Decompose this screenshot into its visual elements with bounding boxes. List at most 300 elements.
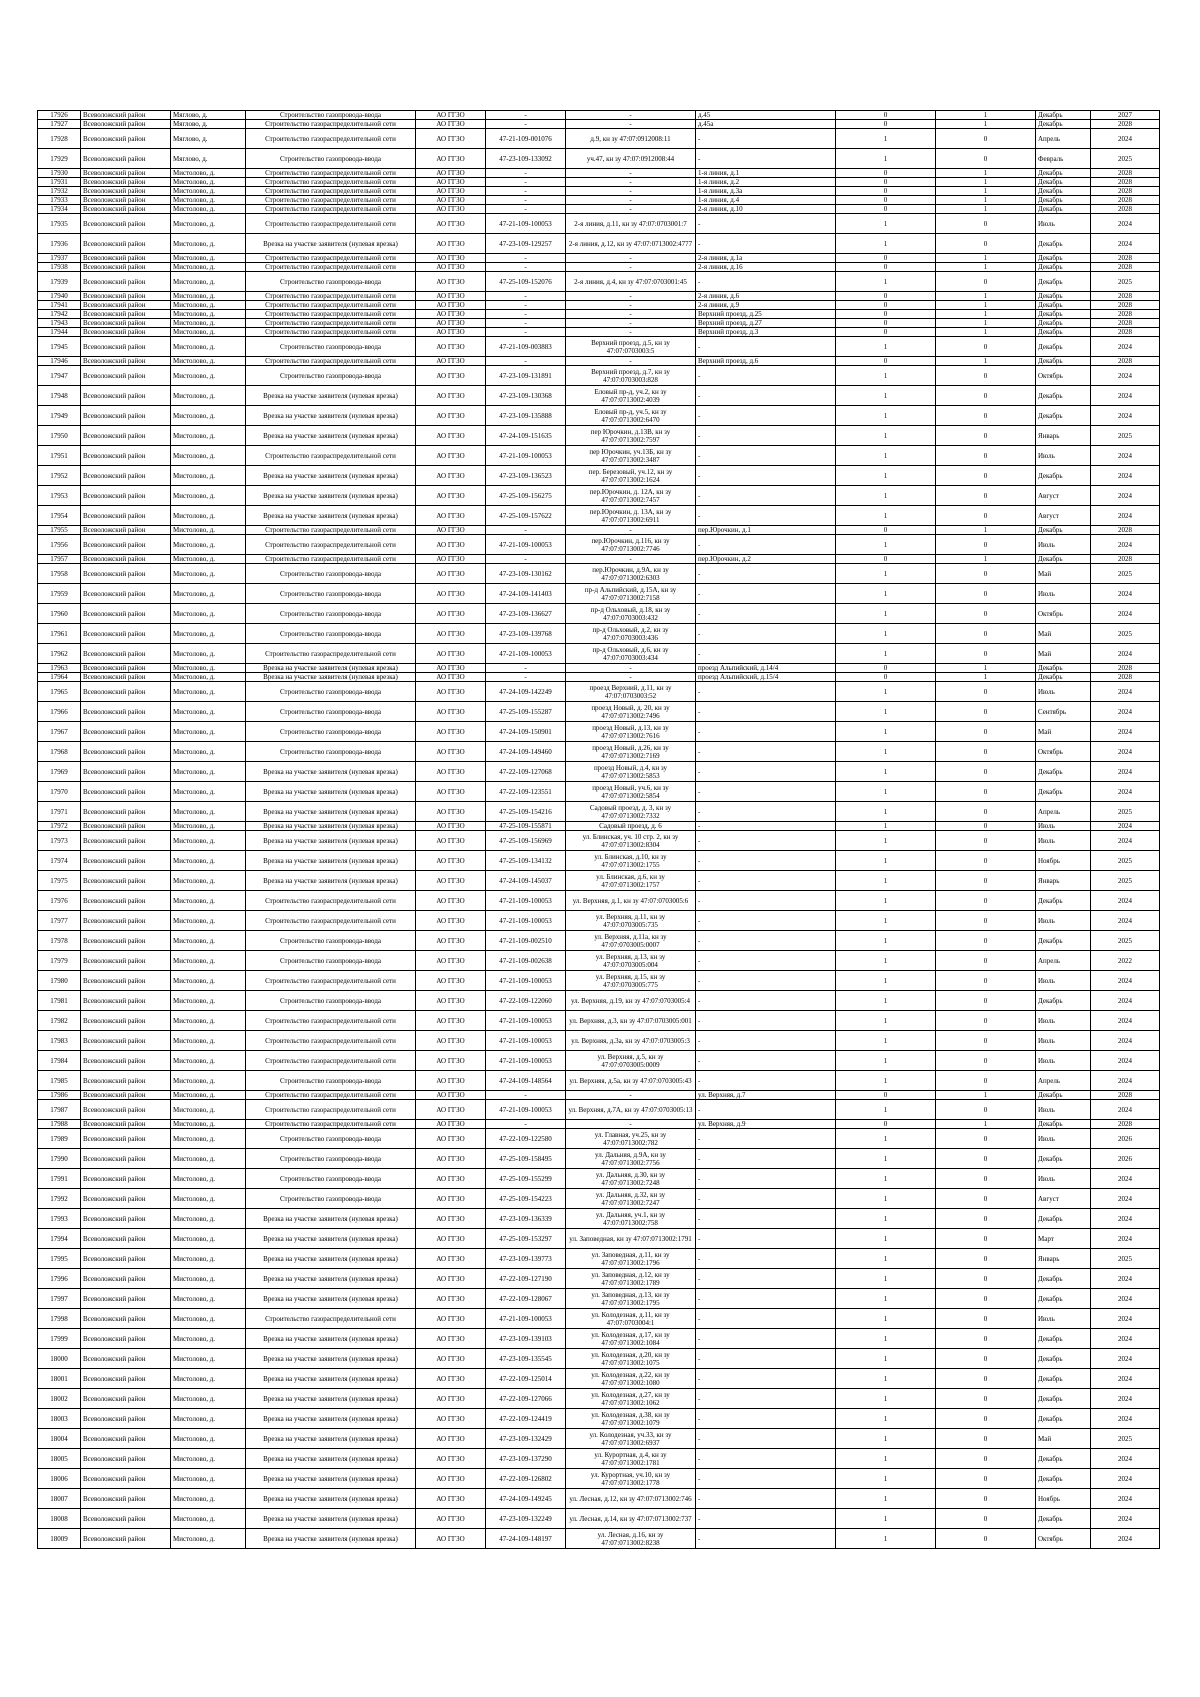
cell-address-planned: - bbox=[696, 951, 836, 971]
cell-address-cadastral: ул. Курортная, уч.10, кн зу 47:07:0713002:1778 bbox=[566, 1469, 696, 1489]
cell-settlement: Мистолово, д. bbox=[171, 466, 246, 486]
cell-request-number: 47-21-109-100053 bbox=[486, 1031, 566, 1051]
cell-row-number: 17981 bbox=[38, 991, 81, 1011]
table-row bbox=[38, 1249, 1160, 1269]
cell-settlement: Мистолово, д. bbox=[171, 337, 246, 357]
cell-address-planned: - bbox=[696, 426, 836, 446]
cell-month: Май bbox=[1036, 644, 1091, 664]
table-row bbox=[38, 178, 1160, 187]
cell-address-cadastral: проезд Новый, д.13, кн зу 47:07:0713002:7616 bbox=[566, 722, 696, 742]
cell-district: Всеволожский район bbox=[81, 1129, 171, 1149]
cell-year: 2028 bbox=[1091, 673, 1160, 682]
cell-count-planned: 0 bbox=[936, 129, 1036, 149]
cell-address-planned: ул. Верхняя, д.9 bbox=[696, 1120, 836, 1129]
cell-year: 2024 bbox=[1091, 1269, 1160, 1289]
cell-count-existing: 1 bbox=[836, 1189, 936, 1209]
cell-settlement: Мяглово, д. bbox=[171, 129, 246, 149]
cell-count-existing: 1 bbox=[836, 1269, 936, 1289]
cell-address-planned: - bbox=[696, 831, 836, 851]
cell-row-number: 17949 bbox=[38, 406, 81, 426]
cell-address-cadastral: ул. Верхняя, д.1, кн зу 47:07:0703005:6 bbox=[566, 891, 696, 911]
cell-organization: АО ГГЗО bbox=[416, 722, 486, 742]
cell-count-planned: 0 bbox=[936, 722, 1036, 742]
cell-settlement: Мистолово, д. bbox=[171, 871, 246, 891]
cell-address-cadastral: - bbox=[566, 178, 696, 187]
cell-work-type: Строительство газораспределительной сети bbox=[246, 1011, 416, 1031]
table-row bbox=[38, 1031, 1160, 1051]
table-body bbox=[38, 111, 1160, 1549]
cell-district: Всеволожский район bbox=[81, 991, 171, 1011]
cell-request-number: 47-21-109-100053 bbox=[486, 535, 566, 555]
cell-address-cadastral: пер. Березовый, уч.12, кн зу 47:07:0713002:1624 bbox=[566, 466, 696, 486]
cell-settlement: Мистолово, д. bbox=[171, 971, 246, 991]
cell-request-number: 47-24-109-149460 bbox=[486, 742, 566, 762]
cell-row-number: 18009 bbox=[38, 1529, 81, 1549]
cell-count-planned: 1 bbox=[936, 301, 1036, 310]
cell-district: Всеволожский район bbox=[81, 272, 171, 292]
cell-count-planned: 0 bbox=[936, 1051, 1036, 1071]
cell-month: Апрель bbox=[1036, 1071, 1091, 1091]
cell-month: Июль bbox=[1036, 446, 1091, 466]
cell-work-type: Строительство газопровода-ввода bbox=[246, 1071, 416, 1091]
cell-address-cadastral: ул. Верхняя, д.3а, кн зу 47:07:0703005:3 bbox=[566, 1031, 696, 1051]
cell-count-planned: 0 bbox=[936, 1469, 1036, 1489]
cell-work-type: Строительство газораспределительной сети bbox=[246, 1100, 416, 1120]
cell-count-existing: 1 bbox=[836, 722, 936, 742]
cell-address-planned: - bbox=[696, 406, 836, 426]
cell-row-number: 17969 bbox=[38, 762, 81, 782]
cell-count-planned: 1 bbox=[936, 120, 1036, 129]
cell-request-number: 47-25-109-153297 bbox=[486, 1229, 566, 1249]
cell-row-number: 17933 bbox=[38, 196, 81, 205]
cell-district: Всеволожский район bbox=[81, 673, 171, 682]
table-row bbox=[38, 120, 1160, 129]
cell-district: Всеволожский район bbox=[81, 1369, 171, 1389]
cell-count-existing: 1 bbox=[836, 129, 936, 149]
cell-work-type: Строительство газораспределительной сети bbox=[246, 214, 416, 234]
cell-month: Декабрь bbox=[1036, 526, 1091, 535]
cell-organization: АО ГГЗО bbox=[416, 822, 486, 831]
cell-work-type: Врезка на участке заявителя (нулевая врезка) bbox=[246, 871, 416, 891]
cell-request-number: 47-23-109-130162 bbox=[486, 564, 566, 584]
cell-count-planned: 0 bbox=[936, 584, 1036, 604]
cell-organization: АО ГГЗО bbox=[416, 1489, 486, 1509]
cell-request-number: 47-25-109-154216 bbox=[486, 802, 566, 822]
cell-district: Всеволожский район bbox=[81, 446, 171, 466]
cell-work-type: Строительство газораспределительной сети bbox=[246, 196, 416, 205]
cell-request-number: - bbox=[486, 263, 566, 272]
cell-address-cadastral: - bbox=[566, 1091, 696, 1100]
cell-year: 2024 bbox=[1091, 822, 1160, 831]
cell-settlement: Мистолово, д. bbox=[171, 831, 246, 851]
cell-address-planned: - bbox=[696, 1189, 836, 1209]
cell-year: 2024 bbox=[1091, 971, 1160, 991]
table-row bbox=[38, 214, 1160, 234]
cell-settlement: Мистолово, д. bbox=[171, 1120, 246, 1129]
cell-organization: АО ГГЗО bbox=[416, 1289, 486, 1309]
cell-year: 2024 bbox=[1091, 1489, 1160, 1509]
cell-month: Июль bbox=[1036, 1100, 1091, 1120]
cell-settlement: Мистолово, д. bbox=[171, 178, 246, 187]
table-row bbox=[38, 624, 1160, 644]
cell-settlement: Мистолово, д. bbox=[171, 742, 246, 762]
cell-count-planned: 0 bbox=[936, 1329, 1036, 1349]
cell-row-number: 17955 bbox=[38, 526, 81, 535]
cell-district: Всеволожский район bbox=[81, 1509, 171, 1529]
cell-address-planned: - bbox=[696, 971, 836, 991]
table-row bbox=[38, 535, 1160, 555]
table-row bbox=[38, 486, 1160, 506]
cell-settlement: Мистолово, д. bbox=[171, 802, 246, 822]
cell-address-planned: 2-я линия, д.9 bbox=[696, 301, 836, 310]
cell-work-type: Врезка на участке заявителя (нулевая врезка) bbox=[246, 1489, 416, 1509]
cell-address-planned: д.45 bbox=[696, 111, 836, 120]
cell-address-cadastral: Садовый проезд, д. 6 bbox=[566, 822, 696, 831]
cell-row-number: 17963 bbox=[38, 664, 81, 673]
cell-work-type: Строительство газораспределительной сети bbox=[246, 205, 416, 214]
cell-request-number: 47-23-109-133092 bbox=[486, 149, 566, 169]
cell-organization: АО ГГЗО bbox=[416, 1429, 486, 1449]
cell-organization: АО ГГЗО bbox=[416, 310, 486, 319]
table-row bbox=[38, 1509, 1160, 1529]
cell-count-existing: 1 bbox=[836, 851, 936, 871]
cell-settlement: Мистолово, д. bbox=[171, 1129, 246, 1149]
cell-work-type: Врезка на участке заявителя (нулевая врезка) bbox=[246, 673, 416, 682]
cell-address-cadastral: ул. Дальняя, уч.1, кн зу 47:07:0713002:758 bbox=[566, 1209, 696, 1229]
cell-settlement: Мистолово, д. bbox=[171, 426, 246, 446]
cell-work-type: Строительство газораспределительной сети bbox=[246, 178, 416, 187]
cell-request-number: - bbox=[486, 169, 566, 178]
cell-year: 2024 bbox=[1091, 762, 1160, 782]
cell-settlement: Мистолово, д. bbox=[171, 263, 246, 272]
table-row bbox=[38, 911, 1160, 931]
cell-address-cadastral: - bbox=[566, 526, 696, 535]
cell-request-number: 47-23-109-135888 bbox=[486, 406, 566, 426]
table-row bbox=[38, 506, 1160, 526]
cell-work-type: Строительство газораспределительной сети bbox=[246, 169, 416, 178]
cell-address-planned: - bbox=[696, 1529, 836, 1549]
cell-organization: АО ГГЗО bbox=[416, 1189, 486, 1209]
cell-request-number: 47-22-109-122580 bbox=[486, 1129, 566, 1149]
cell-request-number: - bbox=[486, 673, 566, 682]
cell-address-planned: - bbox=[696, 1149, 836, 1169]
cell-month: Декабрь bbox=[1036, 931, 1091, 951]
cell-organization: АО ГГЗО bbox=[416, 1469, 486, 1489]
cell-count-planned: 0 bbox=[936, 991, 1036, 1011]
cell-work-type: Строительство газопровода-ввода bbox=[246, 702, 416, 722]
cell-address-cadastral: пр-д Альпийский, д.15А, кн зу 47:07:0713002:7158 bbox=[566, 584, 696, 604]
cell-count-planned: 0 bbox=[936, 931, 1036, 951]
cell-work-type: Строительство газопровода-ввода bbox=[246, 564, 416, 584]
cell-year: 2028 bbox=[1091, 120, 1160, 129]
cell-work-type: Строительство газопровода-ввода bbox=[246, 931, 416, 951]
table-row bbox=[38, 1489, 1160, 1509]
cell-row-number: 17931 bbox=[38, 178, 81, 187]
cell-address-cadastral: проезд Новый, д.4, кн зу 47:07:0713002:5853 bbox=[566, 762, 696, 782]
cell-row-number: 17965 bbox=[38, 682, 81, 702]
cell-year: 2028 bbox=[1091, 292, 1160, 301]
cell-organization: АО ГГЗО bbox=[416, 931, 486, 951]
cell-settlement: Мистолово, д. bbox=[171, 1269, 246, 1289]
cell-request-number: 47-24-109-142249 bbox=[486, 682, 566, 702]
cell-address-planned: - bbox=[696, 1469, 836, 1489]
cell-row-number: 17989 bbox=[38, 1129, 81, 1149]
cell-organization: АО ГГЗО bbox=[416, 272, 486, 292]
cell-month: Декабрь bbox=[1036, 1349, 1091, 1369]
cell-count-planned: 1 bbox=[936, 254, 1036, 263]
cell-settlement: Мистолово, д. bbox=[171, 891, 246, 911]
cell-month: Июль bbox=[1036, 1169, 1091, 1189]
cell-count-planned: 0 bbox=[936, 564, 1036, 584]
cell-work-type: Строительство газораспределительной сети bbox=[246, 129, 416, 149]
table-row bbox=[38, 526, 1160, 535]
cell-organization: АО ГГЗО bbox=[416, 1529, 486, 1549]
cell-count-existing: 1 bbox=[836, 1289, 936, 1309]
cell-address-cadastral: ул. Верхняя, д.11, кн зу 47:07:0703005:735 bbox=[566, 911, 696, 931]
cell-count-planned: 0 bbox=[936, 1031, 1036, 1051]
cell-work-type: Врезка на участке заявителя (нулевая врезка) bbox=[246, 802, 416, 822]
cell-year: 2024 bbox=[1091, 1011, 1160, 1031]
cell-count-planned: 0 bbox=[936, 702, 1036, 722]
cell-address-cadastral: - bbox=[566, 357, 696, 366]
cell-row-number: 17986 bbox=[38, 1091, 81, 1100]
table-row bbox=[38, 357, 1160, 366]
cell-row-number: 18000 bbox=[38, 1349, 81, 1369]
cell-settlement: Мяглово, д. bbox=[171, 149, 246, 169]
cell-district: Всеволожский район bbox=[81, 1031, 171, 1051]
table-row bbox=[38, 831, 1160, 851]
cell-row-number: 17974 bbox=[38, 851, 81, 871]
cell-month: Декабрь bbox=[1036, 1509, 1091, 1529]
cell-work-type: Строительство газопровода-ввода bbox=[246, 722, 416, 742]
cell-address-cadastral: - bbox=[566, 328, 696, 337]
cell-count-existing: 1 bbox=[836, 971, 936, 991]
cell-address-planned: 1-я линия, д.3а bbox=[696, 187, 836, 196]
cell-row-number: 17950 bbox=[38, 426, 81, 446]
cell-work-type: Строительство газопровода-ввода bbox=[246, 111, 416, 120]
cell-month: Декабрь bbox=[1036, 301, 1091, 310]
cell-year: 2025 bbox=[1091, 851, 1160, 871]
cell-district: Всеволожский район bbox=[81, 742, 171, 762]
cell-address-planned: - bbox=[696, 1409, 836, 1429]
cell-month: Декабрь bbox=[1036, 991, 1091, 1011]
cell-count-existing: 1 bbox=[836, 742, 936, 762]
table-row bbox=[38, 319, 1160, 328]
cell-month: Май bbox=[1036, 1429, 1091, 1449]
cell-organization: АО ГГЗО bbox=[416, 1169, 486, 1189]
cell-row-number: 17945 bbox=[38, 337, 81, 357]
cell-count-planned: 0 bbox=[936, 1449, 1036, 1469]
cell-settlement: Мистолово, д. bbox=[171, 310, 246, 319]
cell-district: Всеволожский район bbox=[81, 178, 171, 187]
cell-address-planned: - bbox=[696, 644, 836, 664]
cell-address-planned: - bbox=[696, 1429, 836, 1449]
cell-work-type: Врезка на участке заявителя (нулевая врезка) bbox=[246, 1509, 416, 1529]
cell-year: 2024 bbox=[1091, 644, 1160, 664]
cell-request-number: 47-23-109-139773 bbox=[486, 1249, 566, 1269]
cell-settlement: Мистолово, д. bbox=[171, 506, 246, 526]
cell-address-cadastral: - bbox=[566, 196, 696, 205]
table-row bbox=[38, 301, 1160, 310]
table-row bbox=[38, 446, 1160, 466]
cell-address-cadastral: - bbox=[566, 205, 696, 214]
cell-row-number: 17954 bbox=[38, 506, 81, 526]
cell-request-number: 47-24-109-150901 bbox=[486, 722, 566, 742]
cell-address-cadastral: - bbox=[566, 673, 696, 682]
cell-organization: АО ГГЗО bbox=[416, 426, 486, 446]
cell-count-planned: 0 bbox=[936, 1349, 1036, 1369]
cell-organization: АО ГГЗО bbox=[416, 951, 486, 971]
cell-year: 2026 bbox=[1091, 1149, 1160, 1169]
cell-count-existing: 1 bbox=[836, 1249, 936, 1269]
cell-count-existing: 1 bbox=[836, 506, 936, 526]
cell-year: 2028 bbox=[1091, 310, 1160, 319]
cell-month: Март bbox=[1036, 1229, 1091, 1249]
cell-address-cadastral: - bbox=[566, 120, 696, 129]
cell-district: Всеволожский район bbox=[81, 1189, 171, 1209]
cell-address-planned: - bbox=[696, 506, 836, 526]
cell-work-type: Строительство газопровода-ввода bbox=[246, 366, 416, 386]
cell-month: Июль bbox=[1036, 1031, 1091, 1051]
cell-district: Всеволожский район bbox=[81, 526, 171, 535]
cell-organization: АО ГГЗО bbox=[416, 1100, 486, 1120]
cell-work-type: Строительство газораспределительной сети bbox=[246, 971, 416, 991]
cell-month: Июль bbox=[1036, 214, 1091, 234]
cell-settlement: Мистолово, д. bbox=[171, 526, 246, 535]
cell-address-planned: - bbox=[696, 1209, 836, 1229]
cell-work-type: Строительство газораспределительной сети bbox=[246, 301, 416, 310]
cell-count-planned: 0 bbox=[936, 891, 1036, 911]
cell-district: Всеволожский район bbox=[81, 1120, 171, 1129]
table-row bbox=[38, 664, 1160, 673]
cell-count-planned: 0 bbox=[936, 1100, 1036, 1120]
cell-settlement: Мистолово, д. bbox=[171, 1409, 246, 1429]
cell-settlement: Мистолово, д. bbox=[171, 254, 246, 263]
cell-address-cadastral: пер Юрочкин, уч.13Б, кн зу 47:07:0713002:3487 bbox=[566, 446, 696, 466]
cell-year: 2025 bbox=[1091, 871, 1160, 891]
cell-work-type: Врезка на участке заявителя (нулевая врезка) bbox=[246, 1289, 416, 1309]
cell-count-planned: 0 bbox=[936, 366, 1036, 386]
cell-address-planned: - bbox=[696, 466, 836, 486]
cell-work-type: Врезка на участке заявителя (нулевая врезка) bbox=[246, 1449, 416, 1469]
cell-row-number: 17982 bbox=[38, 1011, 81, 1031]
cell-year: 2028 bbox=[1091, 328, 1160, 337]
cell-district: Всеволожский район bbox=[81, 802, 171, 822]
table-row bbox=[38, 702, 1160, 722]
cell-address-planned: - bbox=[696, 851, 836, 871]
cell-request-number: 47-25-109-157622 bbox=[486, 506, 566, 526]
cell-work-type: Строительство газораспределительной сети bbox=[246, 310, 416, 319]
cell-district: Всеволожский район bbox=[81, 1449, 171, 1469]
cell-count-existing: 0 bbox=[836, 196, 936, 205]
cell-year: 2028 bbox=[1091, 187, 1160, 196]
cell-month: Декабрь bbox=[1036, 205, 1091, 214]
cell-settlement: Мистолово, д. bbox=[171, 702, 246, 722]
cell-request-number: 47-25-109-156275 bbox=[486, 486, 566, 506]
cell-district: Всеволожский район bbox=[81, 644, 171, 664]
cell-year: 2025 bbox=[1091, 564, 1160, 584]
cell-month: Июль bbox=[1036, 1309, 1091, 1329]
cell-district: Всеволожский район bbox=[81, 971, 171, 991]
cell-count-existing: 1 bbox=[836, 1229, 936, 1249]
table-row bbox=[38, 337, 1160, 357]
cell-count-existing: 0 bbox=[836, 301, 936, 310]
cell-year: 2028 bbox=[1091, 301, 1160, 310]
table-row bbox=[38, 1129, 1160, 1149]
cell-address-cadastral: ул. Верхняя, д.5, кн зу 47:07:0703005:0009 bbox=[566, 1051, 696, 1071]
cell-address-cadastral: проезд Верхний, д.11, кн зу 47:07:0703003:52 bbox=[566, 682, 696, 702]
cell-request-number: 47-21-109-100053 bbox=[486, 971, 566, 991]
cell-address-cadastral: ул. Колодезная, д.17, кн зу 47:07:0713002:1084 bbox=[566, 1329, 696, 1349]
cell-request-number: - bbox=[486, 196, 566, 205]
cell-count-existing: 1 bbox=[836, 1389, 936, 1409]
cell-year: 2024 bbox=[1091, 604, 1160, 624]
cell-work-type: Врезка на участке заявителя (нулевая врезка) bbox=[246, 1469, 416, 1489]
cell-count-existing: 1 bbox=[836, 446, 936, 466]
table-row bbox=[38, 366, 1160, 386]
cell-address-cadastral: ул. Верхняя, д.3, кн зу 47:07:0703005:001 bbox=[566, 1011, 696, 1031]
cell-settlement: Мистолово, д. bbox=[171, 535, 246, 555]
cell-address-planned: - bbox=[696, 1249, 836, 1269]
cell-request-number: 47-21-109-100053 bbox=[486, 644, 566, 664]
cell-row-number: 17957 bbox=[38, 555, 81, 564]
cell-request-number: 47-25-109-154223 bbox=[486, 1189, 566, 1209]
cell-year: 2024 bbox=[1091, 1349, 1160, 1369]
table-row bbox=[38, 169, 1160, 178]
table-row bbox=[38, 951, 1160, 971]
cell-month: Декабрь bbox=[1036, 466, 1091, 486]
cell-settlement: Мяглово, д. bbox=[171, 111, 246, 120]
cell-row-number: 17961 bbox=[38, 624, 81, 644]
cell-address-planned: - bbox=[696, 931, 836, 951]
cell-row-number: 17939 bbox=[38, 272, 81, 292]
cell-row-number: 17970 bbox=[38, 782, 81, 802]
cell-district: Всеволожский район bbox=[81, 196, 171, 205]
cell-row-number: 17958 bbox=[38, 564, 81, 584]
cell-year: 2024 bbox=[1091, 991, 1160, 1011]
cell-month: Май bbox=[1036, 722, 1091, 742]
cell-count-planned: 0 bbox=[936, 446, 1036, 466]
cell-row-number: 17937 bbox=[38, 254, 81, 263]
cell-request-number: 47-22-109-125014 bbox=[486, 1369, 566, 1389]
cell-address-cadastral: - bbox=[566, 169, 696, 178]
cell-year: 2028 bbox=[1091, 1120, 1160, 1129]
cell-year: 2024 bbox=[1091, 386, 1160, 406]
cell-address-cadastral: ул. Верхняя, д.15, кн зу 47:07:0703005:775 bbox=[566, 971, 696, 991]
table-row bbox=[38, 1189, 1160, 1209]
cell-row-number: 17943 bbox=[38, 319, 81, 328]
table-row bbox=[38, 1269, 1160, 1289]
cell-row-number: 17936 bbox=[38, 234, 81, 254]
cell-address-cadastral: 2-я линия, д.4, кн зу 47:07:0703001:45 bbox=[566, 272, 696, 292]
cell-address-cadastral: - bbox=[566, 263, 696, 272]
cell-settlement: Мистолово, д. bbox=[171, 1449, 246, 1469]
cell-address-cadastral: ул. Блинская, д.10, кн зу 47:07:0713002:1755 bbox=[566, 851, 696, 871]
cell-settlement: Мистолово, д. bbox=[171, 951, 246, 971]
cell-count-planned: 0 bbox=[936, 466, 1036, 486]
cell-count-planned: 1 bbox=[936, 111, 1036, 120]
cell-month: Декабрь bbox=[1036, 234, 1091, 254]
cell-work-type: Врезка на участке заявителя (нулевая врезка) bbox=[246, 1349, 416, 1369]
cell-address-planned: 1-я линия, д.1 bbox=[696, 169, 836, 178]
cell-address-cadastral: пр-д Ольховый, д.18, кн зу 47:07:0703003:432 bbox=[566, 604, 696, 624]
cell-settlement: Мистолово, д. bbox=[171, 1349, 246, 1369]
cell-district: Всеволожский район bbox=[81, 187, 171, 196]
cell-count-existing: 1 bbox=[836, 149, 936, 169]
table-row bbox=[38, 1100, 1160, 1120]
cell-work-type: Строительство газопровода-ввода bbox=[246, 1169, 416, 1189]
table-row bbox=[38, 196, 1160, 205]
